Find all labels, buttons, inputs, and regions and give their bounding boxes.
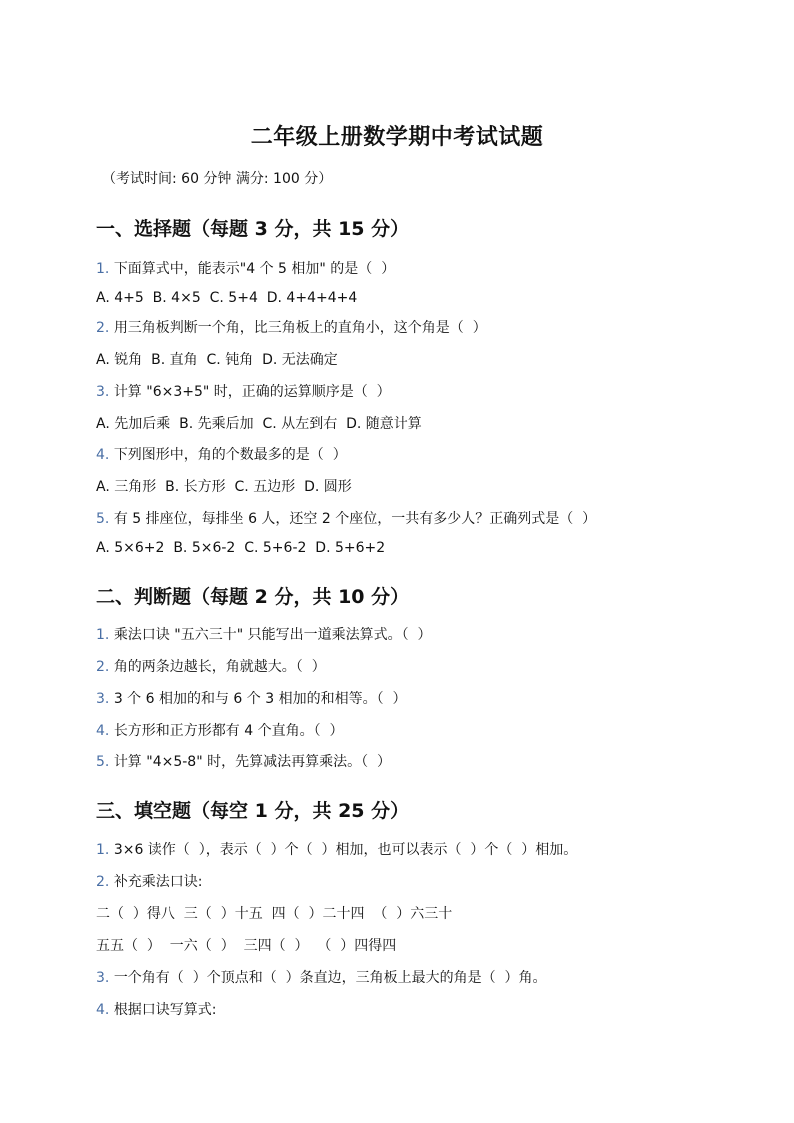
section-heading-true-false: 二、判断题（每题 2 分，共 10 分） [96,586,410,608]
question-number: 3. [96,970,110,986]
question-line [96,967,547,987]
section-heading-fill-blank: 三、填空题（每空 1 分，共 25 分） [96,800,410,822]
answer-options: A. 三角形 B. 长方形 C. 五边形 D. 圆形 [96,479,352,495]
question-line [96,688,407,708]
question-line [96,751,391,771]
question-number: 4. [96,447,110,463]
question-line [96,444,347,464]
answer-options: A. 4+5 B. 4×5 C. 5+4 D. 4+4+4+4 [96,290,358,306]
question-line [96,720,344,740]
answer-options: A. 先加后乘 B. 先乘后加 C. 从左到右 D. 随意计算 [96,416,422,432]
question-line [96,508,596,528]
question-text: 乘法口诀 "五六三十" 只能写出一道乘法算式。（ ） [113,627,432,643]
question-number: 1. [96,261,110,277]
question-text: 3 个 6 相加的和与 6 个 3 相加的和相等。（ ） [113,691,407,707]
question-text: 补充乘法口诀: [113,874,203,890]
question-number: 4. [96,723,110,739]
question-line [96,839,577,859]
multiplication-rhyme-line: 二（ ）得八 三（ ）十五 四（ ）二十四 （ ）六三十 [96,906,453,922]
question-number: 4. [96,1002,110,1018]
question-number: 1. [96,627,110,643]
question-text: 下列图形中，角的个数最多的是（ ） [113,447,347,463]
question-number: 5. [96,511,110,527]
question-line [96,258,395,278]
multiplication-rhyme-line: 五五（ ） 一六（ ） 三四（ ） （ ）四得四 [96,938,397,954]
question-number: 1. [96,842,110,858]
question-number: 3. [96,691,110,707]
question-line [96,871,203,891]
question-number: 2. [96,659,110,675]
question-text: 计算 "4×5-8" 时，先算减法再算乘法。（ ） [113,754,391,770]
question-line [96,656,326,676]
question-line [96,999,217,1019]
section-heading-choice: 一、选择题（每题 3 分，共 15 分） [96,218,410,240]
question-text: 角的两条边越长，角就越大。（ ） [113,659,326,675]
question-text: 下面算式中，能表示"4 个 5 相加" 的是（ ） [113,261,396,277]
question-text: 用三角板判断一个角，比三角板上的直角小，这个角是（ ） [113,320,487,336]
question-number: 5. [96,754,110,770]
question-line [96,381,391,401]
question-text: 3×6 读作（ ），表示（ ）个（ ）相加，也可以表示（ ）个（ ）相加。 [113,842,578,858]
question-number: 3. [96,384,110,400]
question-line [96,317,487,337]
question-number: 2. [96,320,110,336]
exam-info: （考试时间: 60 分钟 满分: 100 分） [102,171,333,187]
question-text: 一个角有（ ）个顶点和（ ）条直边，三角板上最大的角是（ ）角。 [113,970,547,986]
question-line [96,624,432,644]
question-number: 2. [96,874,110,890]
answer-options: A. 5×6+2 B. 5×6-2 C. 5+6-2 D. 5+6+2 [96,540,386,556]
question-text: 有 5 排座位，每排坐 6 人，还空 2 个座位，一共有多少人？正确列式是（ ） [113,511,597,527]
question-text: 根据口诀写算式: [113,1002,217,1018]
page-title: 二年级上册数学期中考试试题 [250,125,544,150]
answer-options: A. 锐角 B. 直角 C. 钝角 D. 无法确定 [96,352,338,368]
question-text: 计算 "6×3+5" 时，正确的运算顺序是（ ） [113,384,391,400]
question-text: 长方形和正方形都有 4 个直角。（ ） [113,723,344,739]
